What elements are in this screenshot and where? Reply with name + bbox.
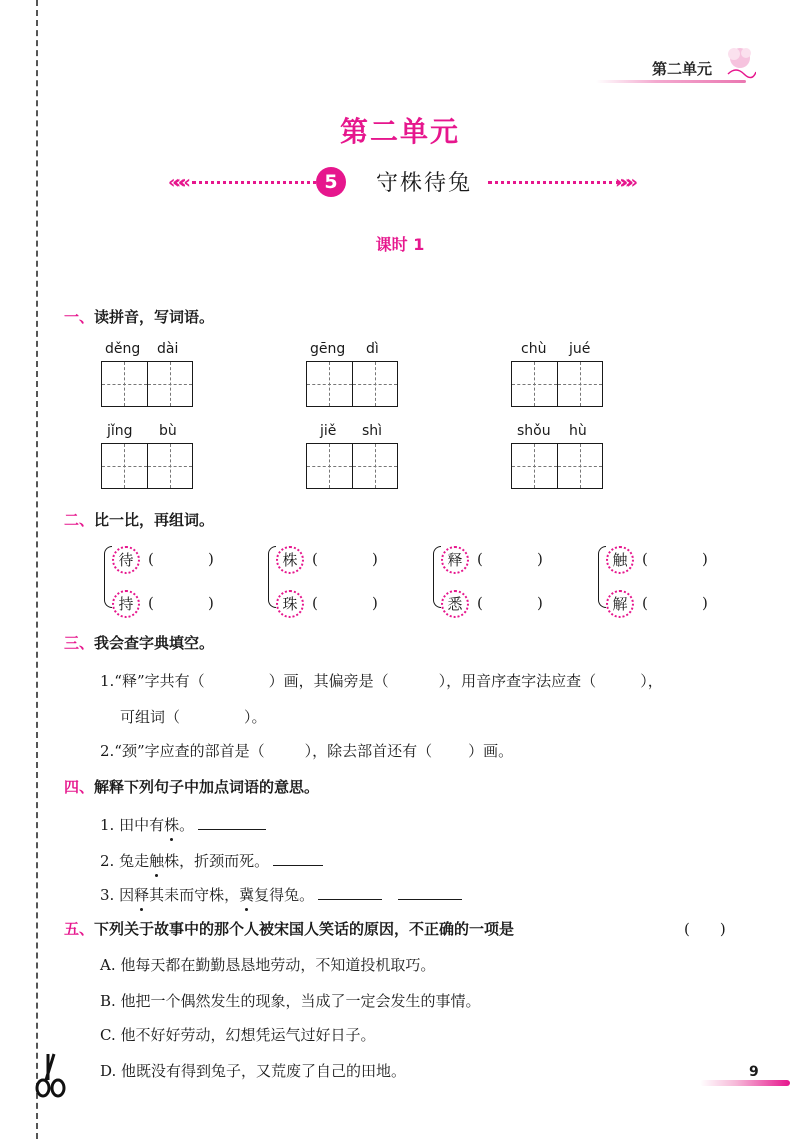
brace: [598, 546, 606, 608]
period-label: 课时 1: [375, 235, 425, 254]
section-1-heading: [64, 306, 214, 327]
answer-line[interactable]: [273, 852, 323, 866]
section-title: 下列关于故事中的那个人被宋国人笑话的原因，不正确的一项是: [94, 920, 515, 938]
question-text: ），用音序查字法应查（: [438, 672, 597, 690]
flower-decoration-icon: [722, 44, 756, 82]
paren-open: (: [312, 594, 318, 612]
dotted-word: 触: [149, 852, 165, 870]
brace: [104, 546, 112, 608]
question-text: 株，折颈而死。: [164, 852, 270, 870]
char-badge: 株: [276, 546, 304, 574]
char-badge: 触: [606, 546, 634, 574]
paren-open: (: [148, 594, 154, 612]
double-chevron-left-icon: «««: [168, 172, 185, 193]
lesson-number: 5: [316, 167, 346, 197]
paren-open: (: [477, 594, 483, 612]
pinyin-1: jiě: [320, 423, 337, 439]
question-3-1: [100, 670, 663, 691]
question-text: 2.“颈”字应查的部首是（: [100, 742, 265, 760]
compare-group: [268, 544, 388, 614]
question-text: ），: [640, 672, 663, 690]
char-badge: 持: [112, 590, 140, 618]
unit-title: 第二单元: [339, 115, 460, 148]
section-number: 三、: [64, 634, 95, 652]
pinyin-2: dài: [157, 341, 179, 357]
lesson-title: 守株待兔: [376, 171, 473, 196]
question-3-2: [100, 740, 513, 761]
pinyin-1: gēng: [310, 341, 346, 357]
pinyin-2: hù: [569, 423, 587, 439]
paren-open: (: [477, 550, 483, 568]
answer-line[interactable]: [198, 816, 266, 830]
double-chevron-right-icon: »»»: [615, 172, 632, 193]
pinyin-1: chù: [521, 341, 547, 357]
pinyin-2: dì: [366, 341, 379, 357]
paren-close: ): [208, 550, 214, 568]
paren-open: (: [642, 550, 648, 568]
pinyin-2: shì: [362, 423, 383, 439]
writing-grid[interactable]: [101, 443, 193, 489]
pinyin-2: jué: [569, 341, 591, 357]
option-c[interactable]: C. 他不好好劳动，幻想凭运气过好日子。: [100, 1026, 376, 1044]
char-badge: 悉: [441, 590, 469, 618]
paren-close: ): [372, 594, 378, 612]
paren-open: (: [312, 550, 318, 568]
question-text: 可组词（: [120, 708, 181, 726]
question-text: 2. 兔走: [100, 852, 150, 870]
dotted-word: 释: [134, 886, 150, 904]
dotted-word: 株: [164, 816, 180, 834]
answer-line[interactable]: [318, 886, 382, 900]
option-b[interactable]: B. 他把一个偶然发生的现象，当成了一定会发生的事情。: [100, 992, 481, 1010]
pinyin-2: bù: [159, 423, 177, 439]
compare-group: [433, 544, 553, 614]
section-5-heading: [64, 918, 514, 939]
section-title: 读拼音，写词语。: [94, 308, 215, 326]
section-2-heading: [64, 509, 214, 530]
compare-group: [598, 544, 718, 614]
page-number: 9: [749, 1064, 759, 1080]
paren-close: ): [208, 594, 214, 612]
question-text: 其耒而守株，: [149, 886, 240, 904]
section-number: 一、: [64, 308, 95, 326]
paren-close: ): [537, 550, 543, 568]
dotted-line: [488, 181, 620, 184]
question-text: 。: [179, 816, 195, 834]
question-text: ）。: [244, 708, 267, 726]
brace: [433, 546, 441, 608]
writing-grid[interactable]: [306, 361, 398, 407]
question-text: 1. 田中有: [100, 816, 165, 834]
option-a[interactable]: A. 他每天都在勤勤恳恳地劳动，不知道投机取巧。: [100, 956, 436, 974]
pinyin-1: jǐng: [107, 423, 133, 439]
cut-line: [36, 0, 38, 1139]
question-4-2: [100, 850, 323, 871]
question-text: ），除去部首还有（: [304, 742, 433, 760]
question-4-3: [100, 884, 462, 905]
paren-open: (: [148, 550, 154, 568]
section-number: 二、: [64, 511, 95, 529]
lesson-banner: [160, 164, 650, 200]
question-4-1: [100, 814, 266, 835]
paren-close: ): [372, 550, 378, 568]
paren-close: ): [702, 594, 708, 612]
writing-grid[interactable]: [306, 443, 398, 489]
writing-grid[interactable]: [511, 361, 603, 407]
section-number: 五、: [64, 920, 95, 938]
question-text: 复得兔。: [254, 886, 315, 904]
question-text: 1.“释”字共有（: [100, 672, 205, 690]
answer-bracket[interactable]: ( ): [684, 920, 726, 938]
paren-close: ): [537, 594, 543, 612]
section-title: 我会查字典填空。: [94, 634, 215, 652]
writing-grid[interactable]: [101, 361, 193, 407]
paren-open: (: [642, 594, 648, 612]
pinyin-1: děng: [105, 341, 141, 357]
question-3-1-cont: [120, 706, 267, 727]
char-badge: 解: [606, 590, 634, 618]
page-number-bar: [700, 1080, 790, 1086]
brace: [268, 546, 276, 608]
pinyin-1: shǒu: [517, 423, 551, 439]
paren-close: ): [702, 550, 708, 568]
running-head: 第二单元: [651, 60, 712, 78]
question-text: ）画。: [468, 742, 514, 760]
answer-line[interactable]: [398, 886, 462, 900]
section-3-heading: [64, 632, 214, 653]
question-text: ）画，其偏旁是（: [268, 672, 389, 690]
char-badge: 珠: [276, 590, 304, 618]
section-4-heading: [64, 776, 319, 797]
dotted-word: 冀: [239, 886, 255, 904]
scissors-icon: [24, 1050, 74, 1100]
char-badge: 释: [441, 546, 469, 574]
question-text: 3. 因: [100, 886, 135, 904]
writing-grid[interactable]: [511, 443, 603, 489]
section-number: 四、: [64, 778, 95, 796]
section-title: 比一比，再组词。: [94, 511, 215, 529]
compare-group: [104, 544, 224, 614]
section-title: 解释下列句子中加点词语的意思。: [94, 778, 320, 796]
option-d[interactable]: D. 他既没有得到兔子，又荒废了自己的田地。: [100, 1062, 407, 1080]
char-badge: 待: [112, 546, 140, 574]
